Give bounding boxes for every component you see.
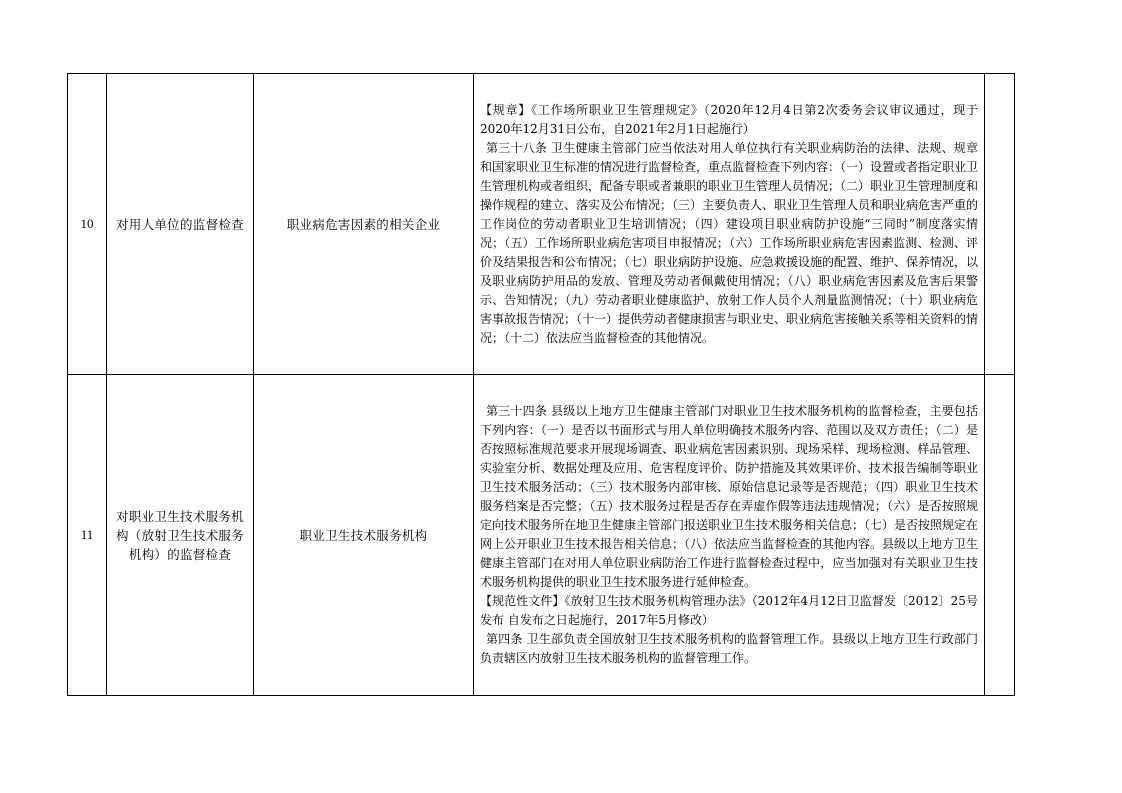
table-row: [68, 74, 1015, 375]
inspection-object: 职业卫生技术服务机构: [254, 375, 474, 696]
table-row: [68, 375, 1015, 696]
legal-basis-cell: [474, 375, 985, 696]
remarks-cell: [985, 74, 1015, 375]
legal-basis-paragraph: 第三十四条 县级以上地方卫生健康主管部门对职业卫生技术服务机构的监督检查，主要包括下列内容：（一）是否以书面形式与用人单位明确技术服务内容、范围以及双方责任；（二）是否按照标准规范要求开展现场调查、职业病危害因素识别、现场采样、现场检测、样品管理、实验室分析、数据处理及应用、危害程度评价、防护措施及其效果评价、技术报告编制等职业卫生技术服务活动；（三）技术服务内部审核、原始信息记录等是否规范；（四）职业卫生技术服务档案是否完整；（五）技术服务过程是否存在弄虚作假等违法违规情况；（六）是否按照规定向技术服务所在地卫生健康主管部门报送职业卫生技术服务相关信息；（七）是否按照规定在网上公开职业卫生技术报告相关信息；（八）依法应当监督检查的其他内容。县级以上地方卫生健康主管部门在对用人单位职业病防治工作进行监督检查过程中，应当加强对有关职业卫生技术服务机构提供的职业卫生技术服务进行延伸检查。: [480, 404, 979, 589]
legal-basis-paragraph: 第四条 卫生部负责全国放射卫生技术服务机构的监督管理工作。县级以上地方卫生行政部门负责辖区内放射卫生技术服务机构的监督管理工作。: [480, 632, 978, 665]
legal-basis-paragraph: 【规章】《工作场所职业卫生管理规定》（2020年12月4日第2次委务会议审议通过，现于2020年12月31日公布，自2021年2月1日起施行）: [480, 102, 978, 136]
remarks-cell: [985, 375, 1015, 696]
inspection-object: 职业病危害因素的相关企业: [254, 74, 474, 375]
inspection-item: 对用人单位的监督检查: [107, 74, 254, 375]
row-number: 11: [68, 375, 107, 696]
inspection-item: 对职业卫生技术服务机构（放射卫生技术服务机构）的监督检查: [107, 375, 254, 696]
row-number: 10: [68, 74, 107, 375]
legal-basis-paragraph: 第三十八条 卫生健康主管部门应当依法对用人单位执行有关职业病防治的法律、法规、规章和国家职业卫生标准的情况进行监督检查，重点监督检查下列内容：（一）设置或者指定职业卫生管理机构或者组织，配备专职或者兼职的职业卫生管理人员情况；（二）职业卫生管理制度和操作规程的建立、落实及公布情况；（三）主要负责人、职业卫生管理人员和职业病危害严重的工作岗位的劳动者职业卫生培训情况；（四）建设项目职业病防护设施“三同时”制度落实情况；（五）工作场所职业病危害项目申报情况；（六）工作场所职业病危害因素监测、检测、评价及结果报告和公布情况；（七）职业病防护设施、应急救援设施的配置、维护、保养情况，以及职业病防护用品的发放、管理及劳动者佩戴使用情况；（八）职业病危害因素及危害后果警示、告知情况；（九）劳动者职业健康监护、放射工作人员个人剂量监测情况；（十）职业病危害事故报告情况；（十一）提供劳动者健康损害与职业史、职业病危害接触关系等相关资料的情况；（十二）依法应当监督检查的其他情况。: [480, 140, 979, 345]
legal-basis-paragraph: 【规范性文件】《放射卫生技术服务机构管理办法》（2012年4月12日卫监督发〔2012〕25号发布 自发布之日起施行，2017年5月修改）: [480, 594, 978, 627]
regulation-table: [67, 73, 1015, 696]
legal-basis-cell: [474, 74, 985, 375]
